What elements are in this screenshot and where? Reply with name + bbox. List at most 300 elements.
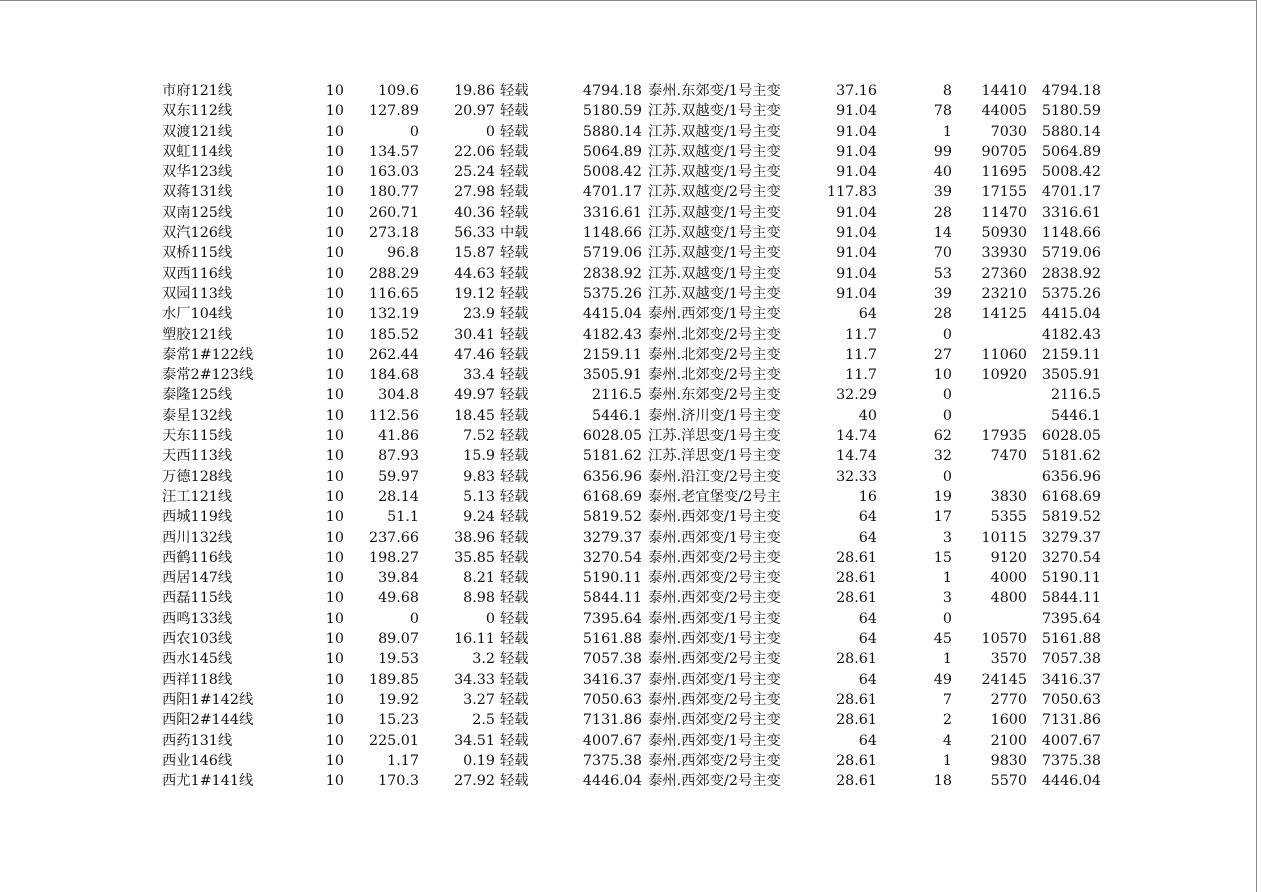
value-a-cell: 304.8 [378,387,419,404]
value-f-cell: 14410 [981,83,1027,99]
load-status-cell: 轻载 [500,590,529,607]
table-row [0,467,1257,487]
load-status-cell: 轻载 [500,326,529,343]
load-status-cell: 轻载 [500,468,529,485]
value-b-cell: 35.85 [454,549,495,566]
value-a-cell: 185.52 [368,326,419,343]
value-c-cell: 5161.88 [582,631,642,648]
value-a-cell: 262.44 [368,346,419,363]
value-d-cell: 91.04 [836,143,877,160]
value-g-cell: 2159.11 [1041,346,1101,363]
value-c-cell: 7375.38 [582,752,642,769]
value-b-cell: 34.51 [454,732,495,749]
value-g-cell: 3316.61 [1041,204,1101,221]
load-status-cell: 轻载 [500,529,529,546]
load-status-cell: 轻载 [500,387,529,404]
value-a-cell: 112.56 [368,407,419,424]
value-f-cell: 23210 [981,285,1027,302]
value-b-cell: 0 [485,123,495,140]
substation-cell: 泰州.北郊变/2号主变 [648,346,781,363]
table-row [0,446,1257,466]
line-name-cell: 西鹤116线 [162,549,233,566]
load-status-cell: 轻载 [500,164,529,181]
value-e-cell: 0 [942,407,952,424]
value-g-cell: 5880.14 [1041,123,1101,140]
value-a-cell: 116.65 [368,285,419,302]
value-e-cell: 7 [942,691,952,708]
value-e-cell: 2 [942,712,952,729]
value-f-cell: 5570 [990,773,1027,790]
value-g-cell: 5064.89 [1041,143,1101,160]
value-c-cell: 7057.38 [582,651,642,668]
substation-cell: 泰州.西郊变/2号主变 [648,773,781,790]
substation-cell: 泰州.西郊变/1号主变 [648,306,781,323]
value-b-cell: 30.41 [454,326,495,343]
value-b-cell: 0.19 [463,752,495,769]
value-e-cell: 1 [942,752,952,769]
line-name-cell: 万德128线 [162,468,233,485]
line-name-cell: 双蒋131线 [162,184,233,201]
value-a-cell: 198.27 [368,549,419,566]
value-a-cell: 49.68 [378,590,419,607]
line-name-cell: 西鸣133线 [162,610,233,627]
value-a-cell: 19.53 [378,651,419,668]
voltage-cell: 10 [325,204,344,221]
value-d-cell: 11.7 [845,346,877,363]
voltage-cell: 10 [325,103,344,120]
value-g-cell: 7131.86 [1041,712,1101,729]
value-g-cell: 7375.38 [1041,752,1101,769]
value-e-cell: 49 [933,671,952,688]
substation-cell: 泰州.西郊变/2号主变 [648,549,781,566]
substation-cell: 泰州.西郊变/2号主变 [648,752,781,769]
value-c-cell: 6168.69 [582,488,642,505]
load-status-cell: 轻载 [500,712,529,729]
line-name-cell: 西居147线 [162,570,233,587]
substation-cell: 泰州.西郊变/1号主变 [648,610,781,627]
value-e-cell: 18 [933,773,952,790]
value-c-cell: 3270.54 [582,549,642,566]
line-name-cell: 西农103线 [162,631,233,648]
line-name-cell: 西磊115线 [162,590,233,607]
value-a-cell: 170.3 [378,773,419,790]
substation-cell: 江苏.洋思变/1号主变 [648,428,781,445]
line-name-cell: 双西116线 [162,265,233,282]
value-c-cell: 4446.04 [582,773,642,790]
load-status-cell: 轻载 [500,83,529,99]
value-b-cell: 56.33 [454,225,495,242]
value-b-cell: 19.12 [454,285,495,302]
value-d-cell: 16 [858,488,877,505]
line-name-cell: 市府121线 [162,83,233,99]
line-name-cell: 天西113线 [162,448,233,465]
substation-cell: 泰州.东郊变/2号主变 [648,387,781,404]
table-row [0,568,1257,588]
value-e-cell: 14 [933,225,952,242]
load-status-cell: 轻载 [500,570,529,587]
load-status-cell: 轻载 [500,184,529,201]
load-status-cell: 轻载 [500,671,529,688]
value-g-cell: 5180.59 [1041,103,1101,120]
value-d-cell: 11.7 [845,326,877,343]
value-e-cell: 3 [942,529,952,546]
value-d-cell: 91.04 [836,164,877,181]
value-d-cell: 64 [858,306,877,323]
voltage-cell: 10 [325,590,344,607]
substation-cell: 泰州.西郊变/2号主变 [648,712,781,729]
voltage-cell: 10 [325,448,344,465]
substation-cell: 泰州.济川变/1号主变 [648,407,781,424]
table-row [0,426,1257,446]
table-row [0,406,1257,426]
value-g-cell: 7057.38 [1041,651,1101,668]
load-status-cell: 轻载 [500,448,529,465]
value-c-cell: 5446.1 [591,407,642,424]
voltage-cell: 10 [325,225,344,242]
table-row [0,243,1257,263]
value-b-cell: 22.06 [454,143,495,160]
value-a-cell: 51.1 [387,509,419,526]
value-g-cell: 4701.17 [1041,184,1101,201]
value-c-cell: 7395.64 [582,610,642,627]
value-d-cell: 117.83 [826,184,877,201]
table-row [0,101,1257,121]
substation-cell: 江苏.双越变/1号主变 [648,245,781,262]
table-row [0,122,1257,142]
value-f-cell: 9830 [990,752,1027,769]
value-b-cell: 5.13 [463,488,495,505]
value-d-cell: 64 [858,671,877,688]
voltage-cell: 10 [325,407,344,424]
value-g-cell: 5181.62 [1041,448,1101,465]
table-row [0,670,1257,690]
table-row [0,487,1257,507]
value-a-cell: 127.89 [368,103,419,120]
line-name-cell: 西阳2#144线 [162,712,254,729]
value-a-cell: 163.03 [368,164,419,181]
value-d-cell: 40 [858,407,877,424]
value-e-cell: 39 [933,285,952,302]
line-name-cell: 西水145线 [162,651,233,668]
substation-cell: 江苏.双越变/1号主变 [648,265,781,282]
substation-cell: 江苏.双越变/1号主变 [648,204,781,221]
value-b-cell: 9.24 [463,509,495,526]
value-b-cell: 18.45 [454,407,495,424]
value-c-cell: 3279.37 [582,529,642,546]
feeder-table [0,81,1257,791]
voltage-cell: 10 [325,428,344,445]
voltage-cell: 10 [325,671,344,688]
value-d-cell: 91.04 [836,265,877,282]
table-row [0,162,1257,182]
value-f-cell: 24145 [981,671,1027,688]
line-name-cell: 双东112线 [162,103,233,120]
value-b-cell: 25.24 [454,164,495,181]
value-e-cell: 62 [933,428,952,445]
value-a-cell: 41.86 [378,428,419,445]
table-row [0,264,1257,284]
table-row [0,81,1257,101]
value-c-cell: 5719.06 [582,245,642,262]
value-g-cell: 3270.54 [1041,549,1101,566]
value-c-cell: 2116.5 [591,387,642,404]
load-status-cell: 轻载 [500,651,529,668]
value-c-cell: 5064.89 [582,143,642,160]
value-b-cell: 16.11 [454,631,495,648]
load-status-cell: 轻载 [500,610,529,627]
value-f-cell: 11470 [981,204,1027,221]
value-e-cell: 70 [933,245,952,262]
load-status-cell: 轻载 [500,428,529,445]
value-g-cell: 5008.42 [1041,164,1101,181]
value-c-cell: 5181.62 [582,448,642,465]
value-b-cell: 49.97 [454,387,495,404]
value-d-cell: 64 [858,529,877,546]
value-f-cell: 11695 [981,164,1027,181]
substation-cell: 江苏.双越变/1号主变 [648,164,781,181]
value-g-cell: 4794.18 [1041,83,1101,99]
voltage-cell: 10 [325,265,344,282]
table-row [0,345,1257,365]
value-d-cell: 28.61 [836,752,877,769]
value-g-cell: 5190.11 [1041,570,1101,587]
value-a-cell: 260.71 [368,204,419,221]
line-name-cell: 双桥115线 [162,245,233,262]
value-b-cell: 15.9 [463,448,495,465]
substation-cell: 泰州.西郊变/2号主变 [648,590,781,607]
table-row [0,690,1257,710]
value-c-cell: 4701.17 [582,184,642,201]
load-status-cell: 轻载 [500,407,529,424]
load-status-cell: 轻载 [500,306,529,323]
value-e-cell: 15 [933,549,952,566]
value-a-cell: 273.18 [368,225,419,242]
table-row [0,284,1257,304]
load-status-cell: 轻载 [500,631,529,648]
value-f-cell: 10570 [981,631,1027,648]
value-b-cell: 3.27 [463,691,495,708]
value-f-cell: 90705 [981,143,1027,160]
value-d-cell: 91.04 [836,103,877,120]
table-row [0,609,1257,629]
table-row [0,528,1257,548]
value-d-cell: 64 [858,610,877,627]
value-g-cell: 5446.1 [1050,407,1101,424]
value-f-cell: 4800 [990,590,1027,607]
substation-cell: 江苏.双越变/2号主变 [648,184,781,201]
table-row [0,548,1257,568]
value-c-cell: 2159.11 [582,346,642,363]
value-f-cell: 3570 [990,651,1027,668]
value-f-cell: 27360 [981,265,1027,282]
value-d-cell: 32.29 [836,387,877,404]
value-d-cell: 64 [858,631,877,648]
value-c-cell: 5844.11 [582,590,642,607]
substation-cell: 泰州.西郊变/1号主变 [648,732,781,749]
value-g-cell: 4415.04 [1041,306,1101,323]
value-f-cell: 4000 [990,570,1027,587]
substation-cell: 泰州.西郊变/1号主变 [648,631,781,648]
value-g-cell: 6028.05 [1041,428,1101,445]
substation-cell: 泰州.西郊变/1号主变 [648,509,781,526]
line-name-cell: 双园113线 [162,285,233,302]
value-c-cell: 6356.96 [582,468,642,485]
value-d-cell: 28.61 [836,549,877,566]
substation-cell: 江苏.双越变/1号主变 [648,143,781,160]
substation-cell: 泰州.东郊变/1号主变 [648,83,781,99]
value-g-cell: 5719.06 [1041,245,1101,262]
value-g-cell: 6168.69 [1041,488,1101,505]
value-e-cell: 8 [942,83,952,99]
voltage-cell: 10 [325,123,344,140]
load-status-cell: 轻载 [500,691,529,708]
value-g-cell: 2116.5 [1050,387,1101,404]
value-g-cell: 4182.43 [1041,326,1101,343]
value-a-cell: 39.84 [378,570,419,587]
value-a-cell: 288.29 [368,265,419,282]
line-name-cell: 双南125线 [162,204,233,221]
value-f-cell: 44005 [981,103,1027,120]
voltage-cell: 10 [325,712,344,729]
value-a-cell: 1.17 [387,752,419,769]
table-row [0,771,1257,791]
line-name-cell: 西药131线 [162,732,233,749]
value-e-cell: 28 [933,204,952,221]
value-f-cell: 50930 [981,225,1027,242]
value-g-cell: 5819.52 [1041,509,1101,526]
value-d-cell: 91.04 [836,245,877,262]
load-status-cell: 轻载 [500,509,529,526]
value-g-cell: 2838.92 [1041,265,1101,282]
value-b-cell: 7.52 [463,428,495,445]
value-d-cell: 28.61 [836,773,877,790]
value-e-cell: 28 [933,306,952,323]
table-row [0,629,1257,649]
substation-cell: 泰州.北郊变/2号主变 [648,326,781,343]
table-row [0,385,1257,405]
substation-cell: 江苏.双越变/1号主变 [648,285,781,302]
value-e-cell: 78 [933,103,952,120]
value-c-cell: 3416.37 [582,671,642,688]
voltage-cell: 10 [325,732,344,749]
value-c-cell: 5819.52 [582,509,642,526]
value-f-cell: 2770 [990,691,1027,708]
line-name-cell: 泰星132线 [162,407,233,424]
load-status-cell: 轻载 [500,245,529,262]
table-row [0,223,1257,243]
table-row [0,325,1257,345]
table-row [0,507,1257,527]
value-g-cell: 5161.88 [1041,631,1101,648]
line-name-cell: 西川132线 [162,529,233,546]
value-f-cell: 5355 [990,509,1027,526]
voltage-cell: 10 [325,651,344,668]
value-b-cell: 40.36 [454,204,495,221]
value-g-cell: 4007.67 [1041,732,1101,749]
substation-cell: 泰州.沿江变/2号主变 [648,468,781,485]
value-g-cell: 5375.26 [1041,285,1101,302]
value-b-cell: 2.5 [472,712,495,729]
load-status-cell: 轻载 [500,752,529,769]
value-d-cell: 91.04 [836,204,877,221]
value-f-cell: 7470 [990,448,1027,465]
line-name-cell: 西尤1#141线 [162,773,254,790]
table-row [0,203,1257,223]
voltage-cell: 10 [325,509,344,526]
value-a-cell: 28.14 [378,488,419,505]
value-a-cell: 19.92 [378,691,419,708]
value-c-cell: 7050.63 [582,691,642,708]
value-g-cell: 7395.64 [1041,610,1101,627]
voltage-cell: 10 [325,549,344,566]
value-d-cell: 32.33 [836,468,877,485]
value-f-cell: 7030 [990,123,1027,140]
value-d-cell: 37.16 [836,83,877,99]
value-b-cell: 8.21 [463,570,495,587]
substation-cell: 江苏.双越变/1号主变 [648,225,781,242]
voltage-cell: 10 [325,529,344,546]
voltage-cell: 10 [325,346,344,363]
table-row [0,731,1257,751]
value-d-cell: 28.61 [836,590,877,607]
voltage-cell: 10 [325,285,344,302]
value-f-cell: 1600 [990,712,1027,729]
value-c-cell: 4794.18 [582,83,642,99]
value-b-cell: 20.97 [454,103,495,120]
value-a-cell: 109.6 [378,83,419,99]
value-e-cell: 27 [933,346,952,363]
voltage-cell: 10 [325,691,344,708]
value-g-cell: 3279.37 [1041,529,1101,546]
line-name-cell: 双华123线 [162,164,233,181]
table-row [0,710,1257,730]
load-status-cell: 轻载 [500,732,529,749]
load-status-cell: 轻载 [500,204,529,221]
value-e-cell: 1 [942,651,952,668]
value-f-cell: 11060 [981,346,1027,363]
table-row [0,142,1257,162]
voltage-cell: 10 [325,468,344,485]
value-a-cell: 189.85 [368,671,419,688]
value-a-cell: 225.01 [368,732,419,749]
value-b-cell: 34.33 [454,671,495,688]
load-status-cell: 轻载 [500,285,529,302]
table-row [0,182,1257,202]
load-status-cell: 轻载 [500,123,529,140]
value-e-cell: 40 [933,164,952,181]
substation-cell: 泰州.西郊变/1号主变 [648,671,781,688]
value-f-cell: 33930 [981,245,1027,262]
value-g-cell: 4446.04 [1041,773,1101,790]
value-d-cell: 91.04 [836,123,877,140]
line-name-cell: 水厂104线 [162,306,233,323]
value-d-cell: 28.61 [836,651,877,668]
value-e-cell: 10 [933,367,952,384]
value-f-cell: 14125 [981,306,1027,323]
substation-cell: 江苏.双越变/1号主变 [648,123,781,140]
table-row [0,304,1257,324]
value-e-cell: 53 [933,265,952,282]
value-g-cell: 7050.63 [1041,691,1101,708]
value-b-cell: 23.9 [463,306,495,323]
value-a-cell: 184.68 [368,367,419,384]
value-d-cell: 14.74 [836,448,877,465]
load-status-cell: 轻载 [500,773,529,790]
value-a-cell: 0 [409,610,419,627]
value-c-cell: 5375.26 [582,285,642,302]
value-a-cell: 87.93 [378,448,419,465]
value-e-cell: 39 [933,184,952,201]
